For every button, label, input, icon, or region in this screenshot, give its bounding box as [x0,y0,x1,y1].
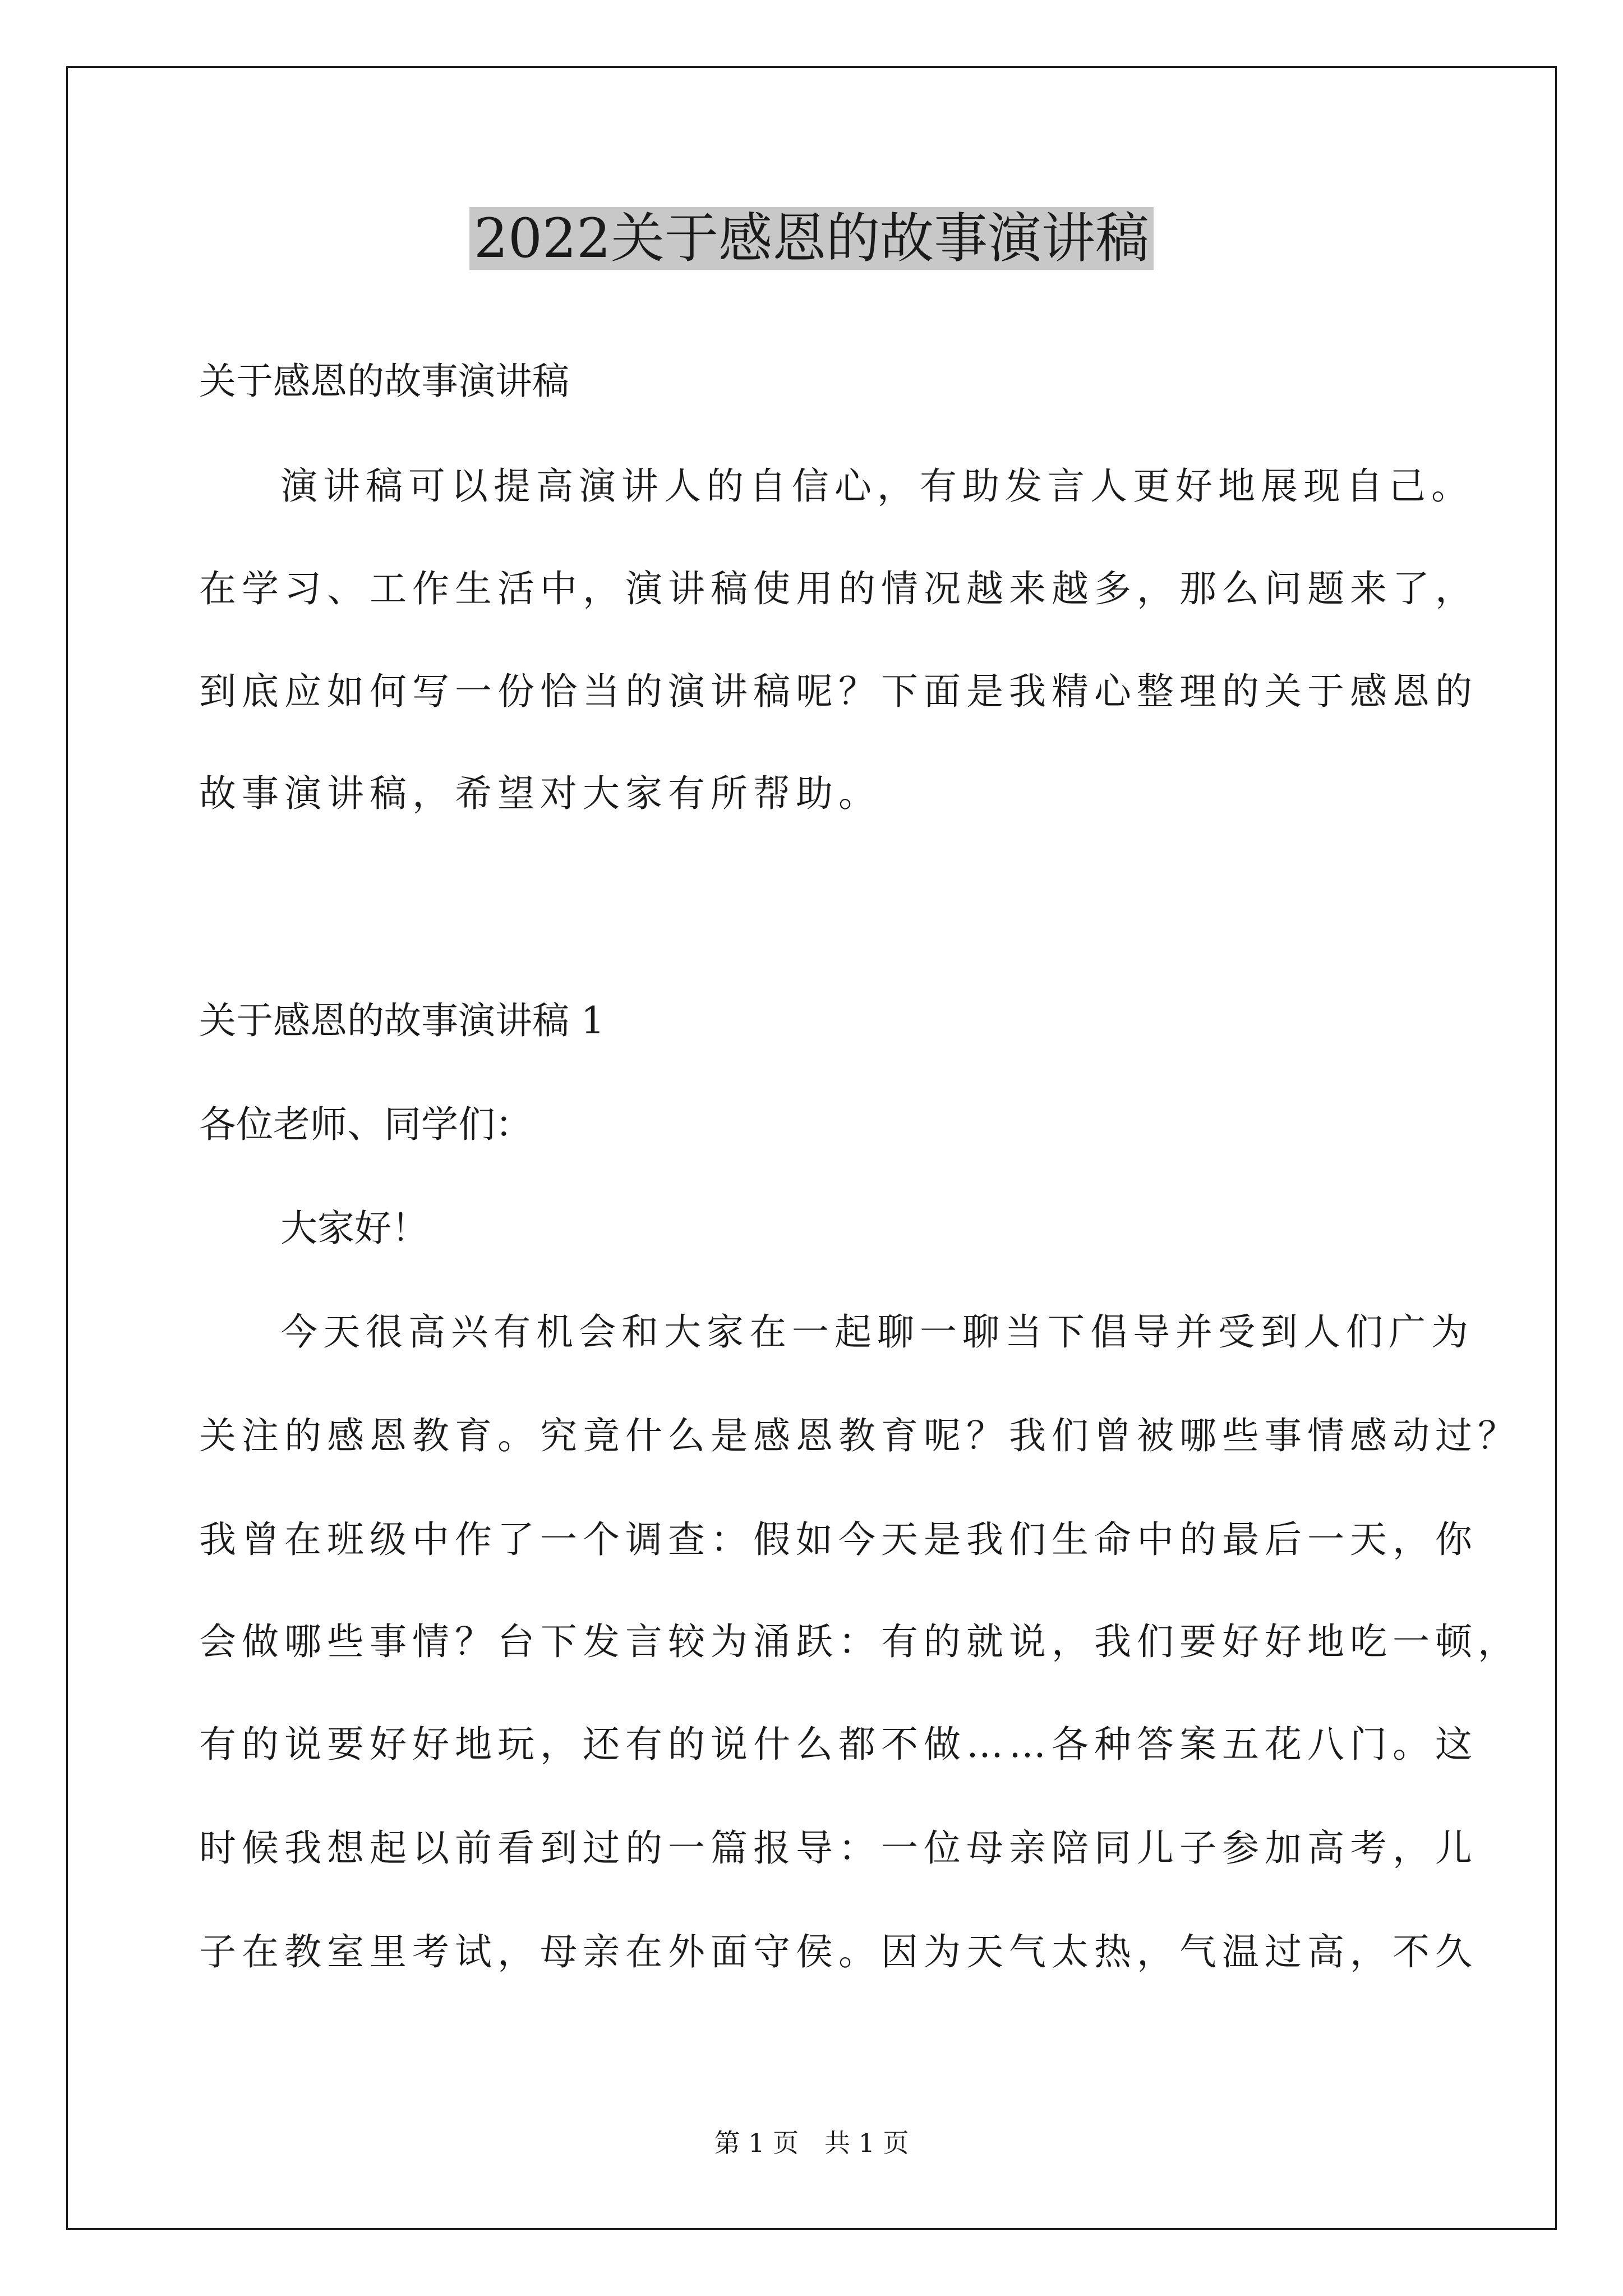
body-line: 子在教室里考试，母亲在外面守侯。因为天气太热，气温过高，不久 [199,1930,1478,1973]
body-line: 有的说要好好地玩，还有的说什么都不做……各种答案五花八门。这 [199,1723,1478,1766]
section-heading: 关于感恩的故事演讲稿 1 [199,999,605,1042]
document-subtitle: 关于感恩的故事演讲稿 [199,360,569,403]
salutation: 各位老师、同学们： [199,1103,532,1146]
intro-line: 到底应如何写一份恰当的演讲稿呢？下面是我精心整理的关于感恩的 [199,670,1478,713]
document-title-text: 2022关于感恩的故事演讲稿 [469,207,1154,270]
body-line: 我曾在班级中作了一个调查：假如今天是我们生命中的最后一天，你 [199,1518,1478,1561]
document-title [0,202,1623,275]
intro-line: 演讲稿可以提高演讲人的自信心，有助发言人更好地展现自己。 [280,464,1474,508]
greeting: 大家好！ [280,1207,428,1250]
body-line: 关注的感恩教育。究竟什么是感恩教育呢？我们曾被哪些事情感动过？ [199,1414,1520,1457]
body-line: 今天很高兴有机会和大家在一起聊一聊当下倡导并受到人们广为 [280,1310,1474,1354]
body-line: 会做哪些事情？台下发言较为涌跃：有的就说，我们要好好地吃一顿， [199,1620,1520,1663]
page-footer: 第 1 页 共 1 页 [714,2128,909,2158]
body-line: 时候我想起以前看到过的一篇报导：一位母亲陪同儿子参加高考，儿 [199,1826,1478,1870]
intro-line: 在学习、工作生活中，演讲稿使用的情况越来越多，那么问题来了， [199,567,1478,610]
intro-line: 故事演讲稿，希望对大家有所帮助。 [199,772,881,815]
